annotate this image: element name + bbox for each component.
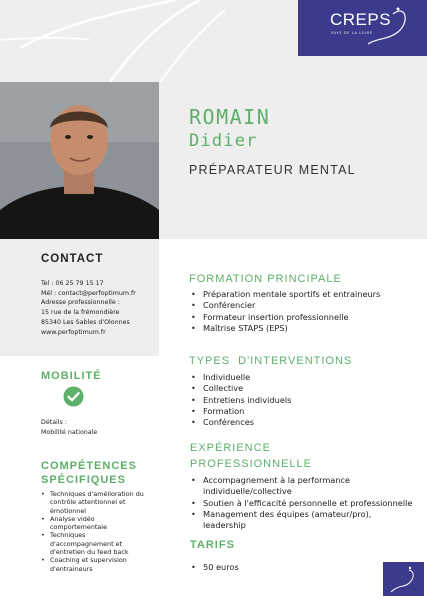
checkmark-icon bbox=[63, 386, 84, 407]
contact-city: 85340 Les Sables d'Olonnes bbox=[41, 318, 130, 326]
intervention-item: • Conférences bbox=[191, 417, 391, 428]
formation-item: • Maîtrise STAPS (EPS) bbox=[191, 323, 391, 334]
skills-list bbox=[41, 490, 151, 573]
creps-logo bbox=[298, 0, 427, 56]
intervention-item: • Individuelle bbox=[191, 372, 391, 383]
tarif-item: • 50 euros bbox=[191, 562, 341, 573]
contact-heading: CONTACT bbox=[41, 253, 104, 265]
experience-heading bbox=[190, 440, 312, 472]
job-title: PRÉPARATEUR MENTAL bbox=[189, 163, 356, 177]
formation-item: • Conférencier bbox=[191, 300, 391, 311]
logo-subtitle: PAYS DE LA LOIRE bbox=[331, 31, 373, 35]
skill-item: • Analyse vidéo comportementale bbox=[41, 515, 151, 532]
profile-photo bbox=[0, 82, 159, 239]
tarifs-heading: TARIFS bbox=[190, 539, 235, 551]
portrait-icon bbox=[0, 82, 159, 239]
intervention-item: • Entretiens individuels bbox=[191, 395, 391, 406]
skill-item: • Coaching et supervision d'entraineurs bbox=[41, 556, 151, 573]
interventions-heading: TYPES D'INTERVENTIONS bbox=[189, 355, 353, 367]
contact-email: Mél : contact@perfoptimum.fr bbox=[41, 289, 136, 297]
formation-list bbox=[191, 289, 391, 334]
intervention-item: • Collective bbox=[191, 383, 391, 394]
first-name: Didier bbox=[189, 131, 258, 151]
experience-item: • Management des équipes (amateur/pro), leadership bbox=[191, 509, 416, 532]
skills-heading-line1: COMPÉTENCES bbox=[41, 460, 137, 472]
experience-heading-line1: EXPÉRIENCE bbox=[190, 442, 271, 454]
mobility-details bbox=[41, 418, 97, 437]
experience-item: • Accompagnement à la performance individuelle/collective bbox=[191, 475, 416, 498]
formation-item: • Préparation mentale sportifs et entraineurs bbox=[191, 289, 391, 300]
skill-item: • Techniques d'amélioration du contrôle attentionnel et émotionnel bbox=[41, 490, 151, 515]
experience-item: • Soutien à l'efficacité personnelle et professionnelle bbox=[191, 498, 416, 509]
interventions-list bbox=[191, 372, 391, 428]
tarifs-list bbox=[191, 562, 341, 573]
experience-list bbox=[191, 475, 416, 531]
logo-brand: CREPS bbox=[330, 10, 392, 29]
skills-heading bbox=[41, 459, 137, 487]
mobility-heading: MOBILITÉ bbox=[41, 370, 102, 382]
corner-swirl-icon bbox=[383, 562, 424, 596]
contact-website: www.perfoptimum.fr bbox=[41, 328, 106, 336]
formation-item: • Formateur insertion professionnelle bbox=[191, 312, 391, 323]
last-name: ROMAIN bbox=[189, 105, 271, 129]
skill-item: • Techniques d'accompagnement et d'entretien du feed back bbox=[41, 531, 151, 556]
experience-heading-line2: PROFESSIONNELLE bbox=[190, 458, 312, 470]
formation-heading: FORMATION PRINCIPALE bbox=[189, 273, 342, 285]
mobility-details-value: Mobilité nationale bbox=[41, 428, 98, 436]
contact-address-label: Adresse professionnelle : bbox=[41, 299, 120, 307]
intervention-item: • Formation bbox=[191, 406, 391, 417]
contact-phone: Tel : 06 25 79 15 17 bbox=[41, 280, 104, 287]
corner-logo bbox=[383, 562, 424, 596]
contact-details bbox=[41, 279, 136, 337]
mobility-details-label: Détails : bbox=[41, 419, 67, 426]
contact-street: 15 rue de la frémondière bbox=[41, 309, 120, 317]
skills-heading-line2: SPÉCIFIQUES bbox=[41, 474, 126, 486]
